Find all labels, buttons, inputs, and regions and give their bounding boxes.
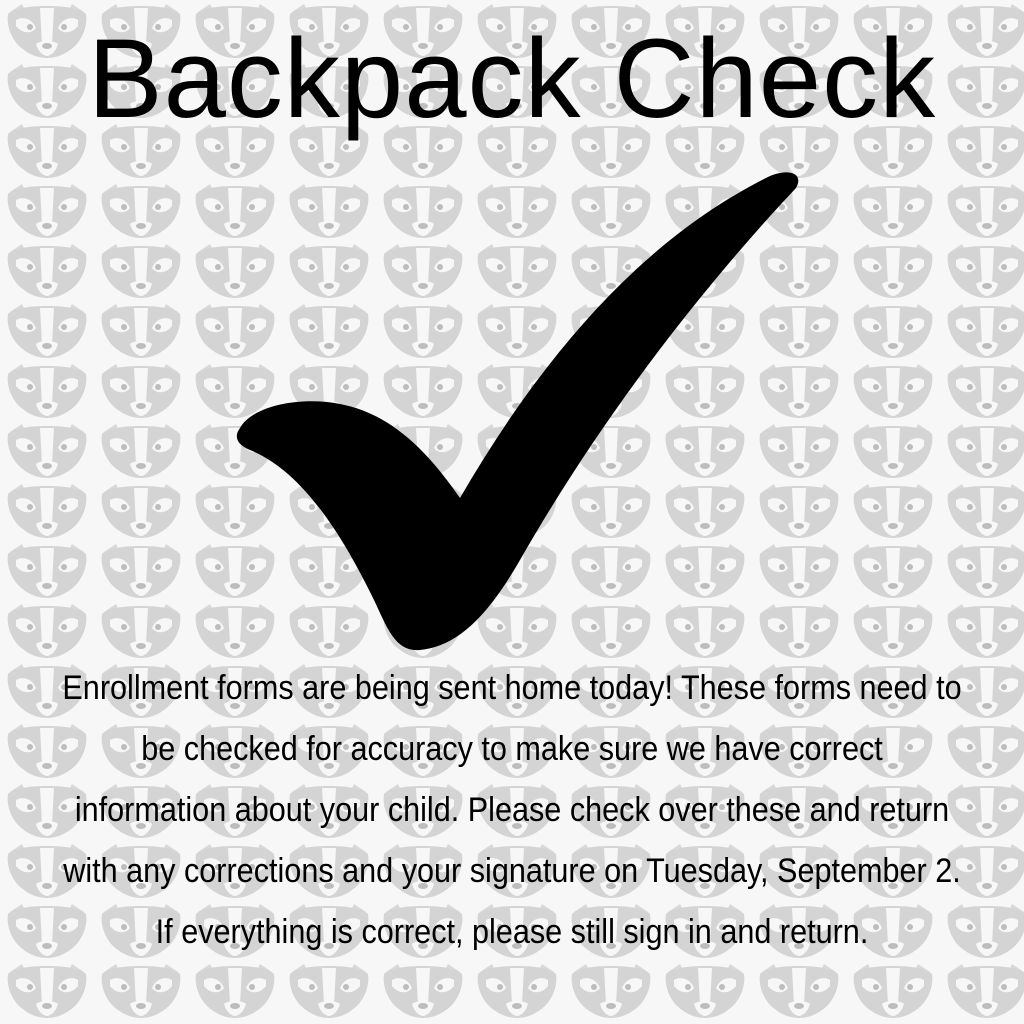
page-title: Backpack Check bbox=[87, 16, 937, 141]
announcement-message: Enrollment forms are being sent home today! These forms need to be checked for accuracy to make sure we have correct information about your child. Please check over these and return with any corrections and your signature on Tuesday, September 2. If everything is correct, please still sign in and return. bbox=[62, 669, 962, 951]
